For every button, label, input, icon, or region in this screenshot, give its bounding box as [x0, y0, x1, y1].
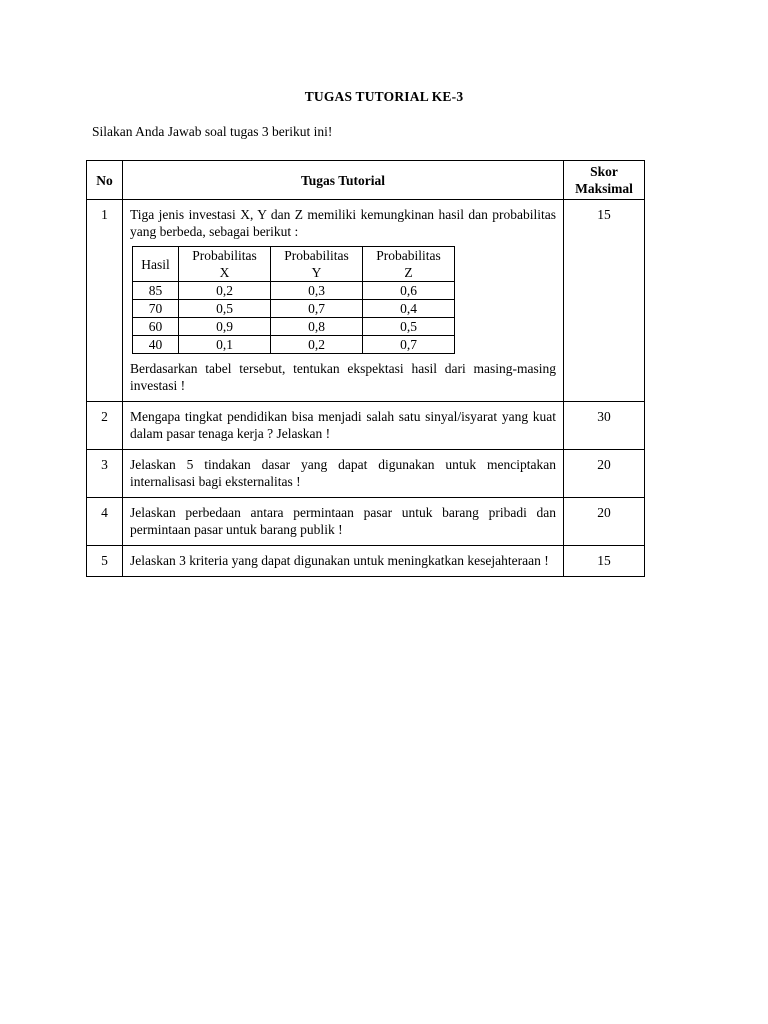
- task-cell: [123, 402, 564, 450]
- probability-table-header: [133, 247, 455, 282]
- document-title: TUGAS TUTORIAL KE-3: [304, 89, 464, 104]
- task-text: Jelaskan 5 tindakan dasar yang dapat digunakan untuk menciptakan internalisasi bagi eksternalitas !: [130, 457, 556, 489]
- probability-row: [133, 300, 455, 318]
- probability-row: [133, 318, 455, 336]
- task-text: Tiga jenis investasi X, Y dan Z memiliki kemungkinan hasil dan probabilitas yang berbeda, sebagai berikut :: [130, 207, 556, 239]
- intro-text: Silakan Anda Jawab soal tugas 3 berikut ini!: [92, 124, 333, 139]
- prob-y-value: 0,3: [271, 282, 363, 300]
- prob-y-value: 0,7: [271, 300, 363, 318]
- table-row: [87, 402, 645, 450]
- header-prob-x-line2: X: [219, 265, 230, 280]
- row-number: 2: [87, 402, 123, 450]
- header-skor-line1: Skor: [590, 164, 618, 179]
- probability-row: [133, 336, 455, 354]
- table-row: [87, 200, 645, 402]
- row-number: 5: [87, 546, 123, 577]
- probability-row: [133, 282, 455, 300]
- prob-z-value: 0,7: [363, 336, 455, 354]
- table-row: [87, 546, 645, 577]
- header-prob-z: [363, 247, 455, 282]
- prob-y-value: 0,2: [271, 336, 363, 354]
- prob-y-value: 0,8: [271, 318, 363, 336]
- prob-x-value: 0,5: [179, 300, 271, 318]
- header-prob-x-line1: Probabilitas: [192, 248, 257, 263]
- prob-x-value: 0,1: [179, 336, 271, 354]
- row-number: 3: [87, 450, 123, 498]
- prob-z-value: 0,5: [363, 318, 455, 336]
- task-text: Jelaskan perbedaan antara permintaan pasar untuk barang pribadi dan permintaan pasar untuk barang publik !: [130, 505, 556, 537]
- hasil-value: 60: [133, 318, 179, 336]
- hasil-value: 40: [133, 336, 179, 354]
- header-prob-x: [179, 247, 271, 282]
- max-score: 15: [564, 200, 645, 402]
- header-prob-z-line2: Z: [404, 265, 413, 280]
- header-task: Tugas Tutorial: [123, 161, 564, 200]
- header-prob-y-line1: Probabilitas: [284, 248, 349, 263]
- task-followup-text: Berdasarkan tabel tersebut, tentukan ekspektasi hasil dari masing-masing investasi !: [130, 361, 556, 393]
- hasil-value: 70: [133, 300, 179, 318]
- task-cell: [123, 546, 564, 577]
- max-score: 30: [564, 402, 645, 450]
- prob-z-value: 0,4: [363, 300, 455, 318]
- prob-x-value: 0,9: [179, 318, 271, 336]
- row-number: 1: [87, 200, 123, 402]
- header-hasil: Hasil: [133, 247, 179, 282]
- task-cell: [123, 498, 564, 546]
- task-cell: [123, 200, 564, 402]
- task-cell: [123, 450, 564, 498]
- max-score: 20: [564, 450, 645, 498]
- prob-x-value: 0,2: [179, 282, 271, 300]
- max-score: 15: [564, 546, 645, 577]
- task-table: [86, 160, 645, 577]
- hasil-value: 85: [133, 282, 179, 300]
- task-text: Mengapa tingkat pendidikan bisa menjadi salah satu sinyal/isyarat yang kuat dalam pasar tenaga kerja ? Jelaskan !: [130, 409, 556, 441]
- header-prob-z-line1: Probabilitas: [376, 248, 441, 263]
- header-prob-y: [271, 247, 363, 282]
- row-number: 4: [87, 498, 123, 546]
- table-row: [87, 450, 645, 498]
- task-text: Jelaskan 3 kriteria yang dapat digunakan untuk meningkatkan kesejahteraan !: [130, 553, 549, 568]
- max-score: 20: [564, 498, 645, 546]
- probability-table: [132, 246, 455, 354]
- header-skor: [564, 161, 645, 200]
- header-prob-y-line2: Y: [311, 265, 322, 280]
- header-no: No: [87, 161, 123, 200]
- header-skor-line2: Maksimal: [575, 181, 633, 196]
- task-table-header: [87, 161, 645, 200]
- table-row: [87, 498, 645, 546]
- prob-z-value: 0,6: [363, 282, 455, 300]
